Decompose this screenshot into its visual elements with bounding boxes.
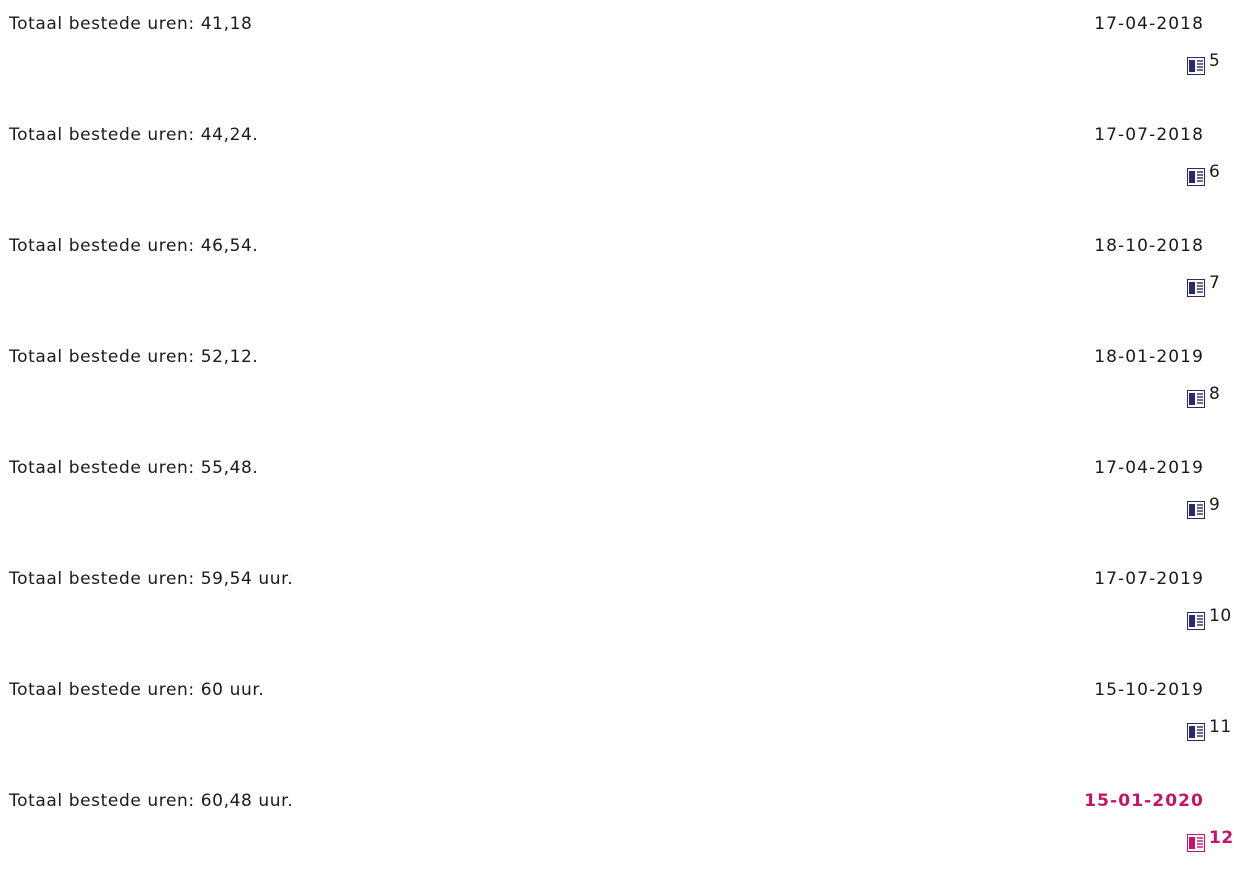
report-entry [0, 111, 1225, 222]
report-link[interactable] [1187, 385, 1220, 408]
document-icon [1187, 723, 1205, 741]
report-link[interactable] [1187, 829, 1234, 852]
report-meta [1034, 14, 1221, 71]
document-icon [1187, 168, 1205, 186]
report-date: 17-04-2018 [1094, 14, 1204, 34]
hours-text: Totaal bestede uren: 41,18 [9, 14, 253, 34]
report-link[interactable] [1187, 718, 1232, 741]
report-meta [1034, 347, 1221, 404]
report-number: 7 [1209, 273, 1221, 293]
report-entry [0, 222, 1225, 333]
report-entry [0, 333, 1225, 444]
report-date: 18-01-2019 [1094, 347, 1204, 367]
hours-text: Totaal bestede uren: 60 uur. [9, 680, 265, 700]
report-number: 6 [1209, 162, 1221, 182]
report-number: 12 [1209, 828, 1234, 848]
report-meta [1034, 458, 1221, 515]
document-icon [1187, 501, 1205, 519]
hours-text: Totaal bestede uren: 52,12. [9, 347, 259, 367]
report-entry [0, 666, 1232, 777]
report-date: 15-01-2020 [1084, 791, 1204, 811]
report-meta [1034, 236, 1221, 293]
report-number: 8 [1209, 384, 1221, 404]
report-entry [0, 0, 1225, 111]
report-entry-current [0, 777, 1234, 888]
hours-text: Totaal bestede uren: 60,48 uur. [9, 791, 294, 811]
report-meta [1034, 791, 1234, 848]
report-meta [1034, 569, 1232, 626]
report-link[interactable] [1187, 607, 1232, 630]
report-date: 15-10-2019 [1094, 680, 1204, 700]
document-icon [1187, 279, 1205, 297]
document-icon [1187, 612, 1205, 630]
document-icon [1187, 834, 1205, 852]
hours-text: Totaal bestede uren: 44,24. [9, 125, 259, 145]
report-entry [0, 555, 1232, 666]
report-link[interactable] [1187, 496, 1220, 519]
report-meta [1034, 125, 1221, 182]
hours-text: Totaal bestede uren: 46,54. [9, 236, 259, 256]
report-link[interactable] [1187, 274, 1220, 297]
report-entry [0, 444, 1225, 555]
report-number: 5 [1209, 51, 1221, 71]
report-number: 9 [1209, 495, 1221, 515]
report-date: 17-07-2018 [1094, 125, 1204, 145]
report-meta [1034, 680, 1232, 737]
report-date: 17-04-2019 [1094, 458, 1204, 478]
report-link[interactable] [1187, 163, 1220, 186]
hours-text: Totaal bestede uren: 59,54 uur. [9, 569, 294, 589]
report-link[interactable] [1187, 52, 1220, 75]
document-icon [1187, 390, 1205, 408]
document-icon [1187, 57, 1205, 75]
report-date: 17-07-2019 [1094, 569, 1204, 589]
hours-text: Totaal bestede uren: 55,48. [9, 458, 259, 478]
report-number: 10 [1209, 606, 1232, 626]
report-date: 18-10-2018 [1094, 236, 1204, 256]
report-number: 11 [1209, 717, 1232, 737]
